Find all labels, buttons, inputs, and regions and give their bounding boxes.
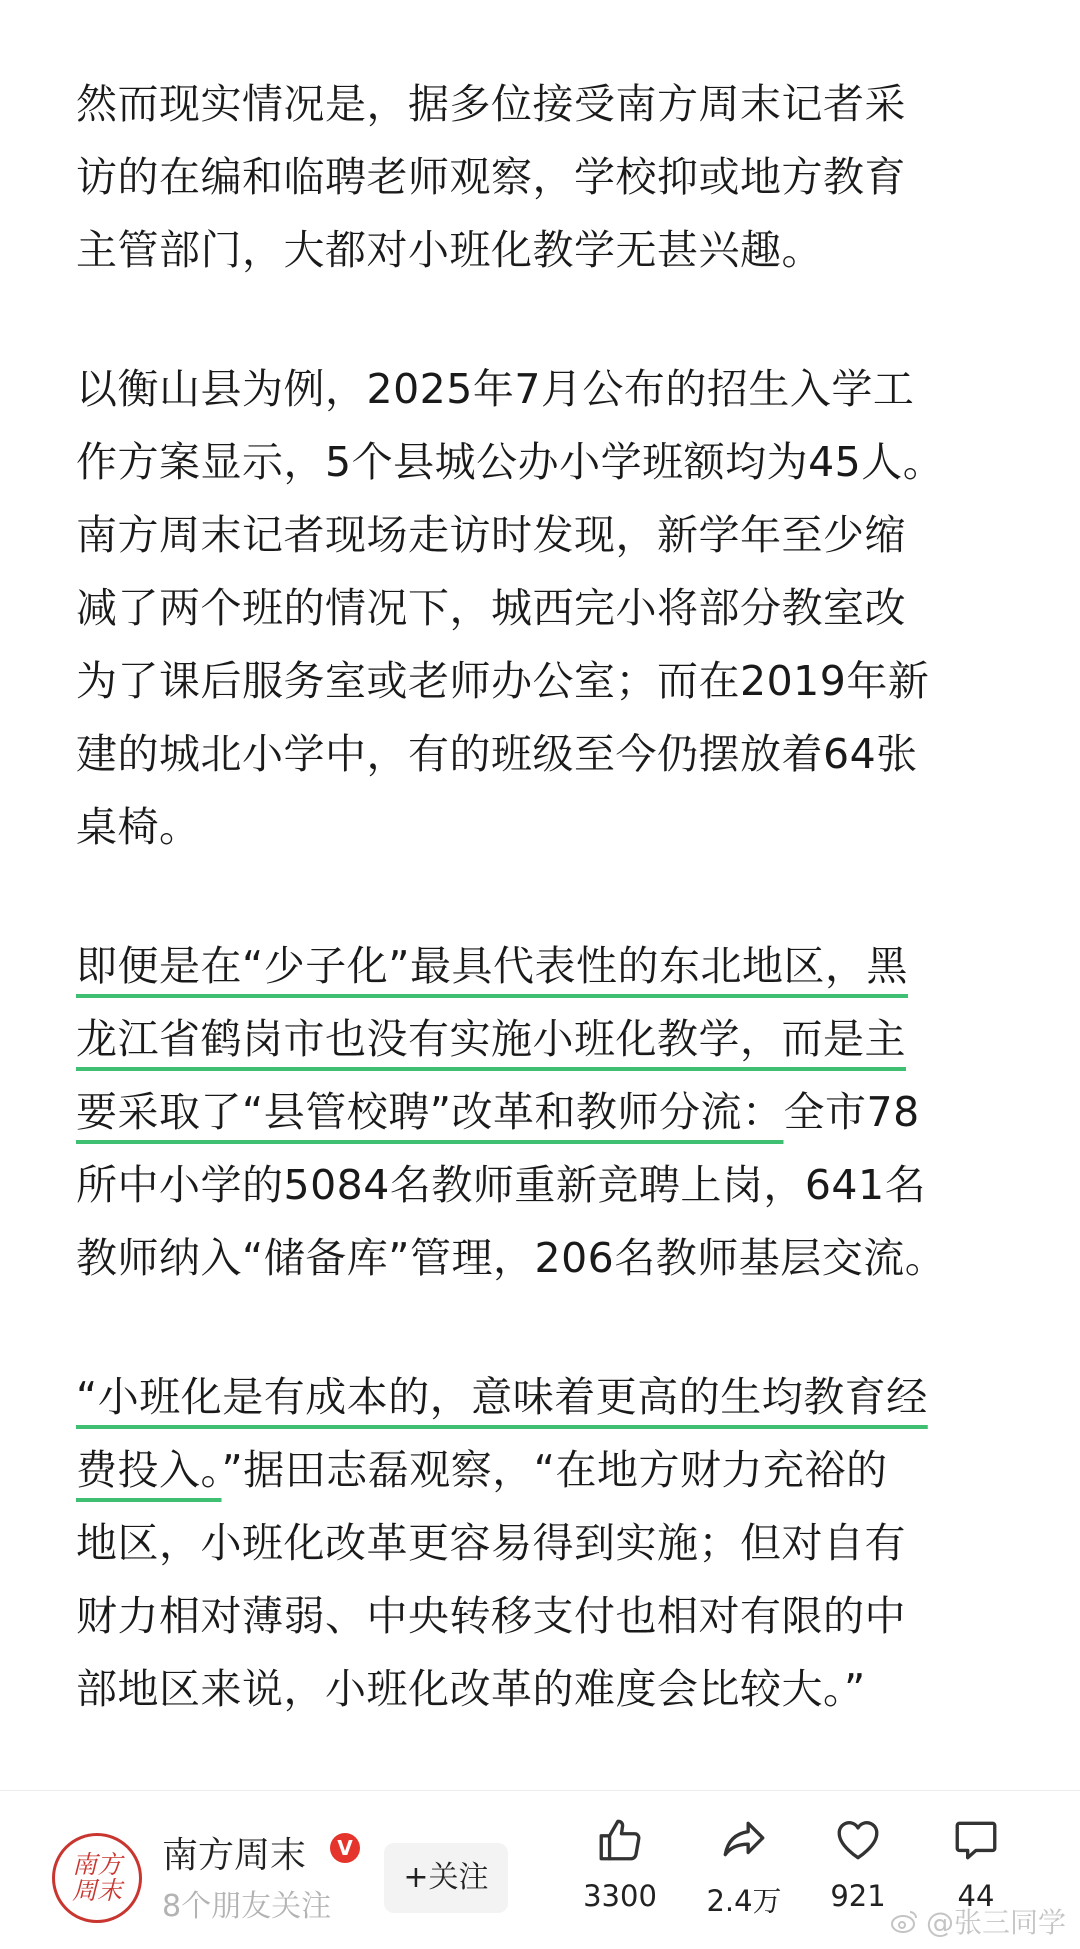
paragraph-text: 然而现实情况是，据多位接受南方周末记者采 [76, 80, 906, 128]
highlighted-text: “小班化是有成本的，意味着更高的生均教育经 [76, 1373, 928, 1421]
like-count: 3300 [583, 1879, 657, 1913]
paragraph-text: 部地区来说，小班化改革的难度会比较大。” [76, 1665, 866, 1713]
account-avatar[interactable] [52, 1833, 142, 1923]
paragraph-text: ”据田志磊观察，“在地方财力充裕的 [221, 1446, 888, 1494]
paragraph-line [76, 214, 1006, 287]
paragraph-text: 访的在编和临聘老师观察，学校抑或地方教育 [76, 153, 906, 201]
share-count: 2.4万 [706, 1884, 782, 1918]
verified-icon: V [330, 1833, 360, 1863]
paragraph-text: 财力相对薄弱、中央转移支付也相对有限的中 [76, 1592, 906, 1640]
paragraph-text: 为了课后服务室或老师办公室；而在2019年新 [76, 657, 930, 705]
share-button[interactable] [684, 1815, 804, 1920]
paragraph-text: 全市78 [783, 1088, 920, 1136]
paragraph-text: 教师纳入“储备库”管理，206名教师基层交流。 [76, 1234, 947, 1282]
thumbs-up-icon [595, 1815, 645, 1865]
favorite-button[interactable] [798, 1815, 918, 1913]
paragraph-line [76, 645, 1006, 718]
favorite-count: 921 [830, 1879, 886, 1913]
paragraph-line [76, 1361, 1006, 1434]
article-paragraph [76, 1361, 1006, 1726]
paragraph-line [76, 141, 1006, 214]
article-paragraph [76, 353, 1006, 864]
paragraph-line [76, 426, 1006, 499]
paragraph-text: 以衡山县为例，2025年7月公布的招生入学工 [76, 365, 915, 413]
heart-icon [833, 1815, 883, 1865]
paragraph-line [76, 572, 1006, 645]
paragraph-text: 作方案显示，5个县城公办小学班额均为45人。 [76, 438, 945, 486]
paragraph-line [76, 1653, 1006, 1726]
article-paragraph [76, 930, 1006, 1295]
bottom-action-bar [0, 1790, 1080, 1949]
paragraph-line [76, 68, 1006, 141]
comment-bubble-icon [951, 1815, 1001, 1865]
paragraph-line [76, 791, 1006, 864]
highlighted-text: 要采取了“县管校聘”改革和教师分流： [76, 1088, 784, 1136]
paragraph-line [76, 499, 1006, 572]
like-button[interactable] [560, 1815, 680, 1913]
paragraph-line [76, 1580, 1006, 1653]
paragraph-text: 减了两个班的情况下，城西完小将部分教室改 [76, 584, 906, 632]
paragraph-line [76, 1434, 1006, 1507]
paragraph-line [76, 353, 1006, 426]
comment-button[interactable] [916, 1815, 1036, 1913]
paragraph-line [76, 1149, 1006, 1222]
weibo-icon [890, 1908, 920, 1934]
follow-button[interactable]: +关注 [384, 1843, 508, 1913]
paragraph-text: 所中小学的5084名教师重新竞聘上岗，641名 [76, 1161, 927, 1209]
paragraph-line [76, 1003, 1006, 1076]
paragraph-line [76, 718, 1006, 791]
watermark-text: @张三同学 [925, 1906, 1066, 1939]
highlighted-text: 龙江省鹤岗市也没有实施小班化教学，而是主 [76, 1015, 906, 1063]
avatar-logo-text: 南方周末 [71, 1850, 122, 1905]
paragraph-text: 桌椅。 [76, 803, 201, 851]
watermark [890, 1901, 1066, 1941]
paragraph-text: 南方周末记者现场走访时发现，新学年至少缩 [76, 511, 906, 559]
comment-count: 44 [957, 1879, 995, 1913]
share-arrow-icon [719, 1815, 769, 1865]
paragraph-line [76, 1507, 1006, 1580]
paragraph-text: 主管部门，大都对小班化教学无甚兴趣。 [76, 226, 823, 274]
article-body [76, 68, 1006, 1792]
account-name[interactable]: 南方周末 [162, 1835, 307, 1876]
paragraph-line [76, 1076, 1006, 1149]
paragraph-text: 地区，小班化改革更容易得到实施；但对自有 [76, 1519, 906, 1567]
highlighted-text: 费投入。 [76, 1446, 222, 1494]
article-paragraph [76, 68, 1006, 287]
friends-follow-count: 8个朋友关注 [162, 1889, 332, 1924]
paragraph-text: 建的城北小学中，有的班级至今仍摆放着64张 [76, 730, 918, 778]
paragraph-line [76, 1222, 1006, 1295]
paragraph-line [76, 930, 1006, 1003]
highlighted-text: 即便是在“少子化”最具代表性的东北地区，黑 [76, 942, 908, 990]
